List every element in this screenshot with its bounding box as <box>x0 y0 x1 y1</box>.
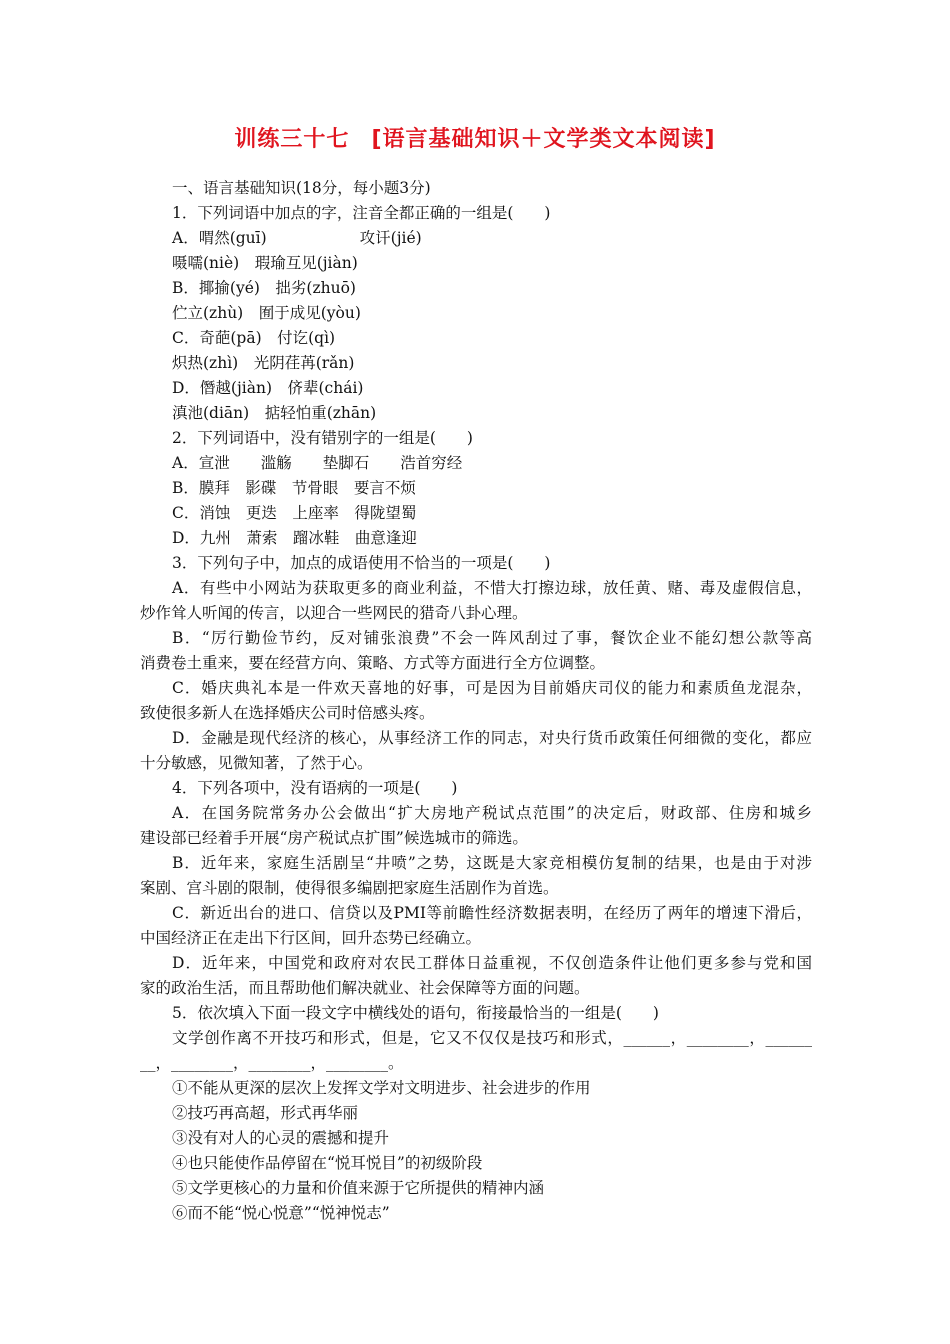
text-line: 案剧、宫斗剧的限制，使得很多编剧把家庭生活剧作为首选。 <box>140 879 559 897</box>
text-line: A．宣泄 滥觞 垫脚石 浩首穷经 <box>172 454 463 472</box>
text-line: 致使很多新人在选择婚庆公司时倍感头疼。 <box>140 704 435 722</box>
text-line: 5．依次填入下面一段文字中横线处的语句，衔接最恰当的一组是( ) <box>172 1004 659 1022</box>
text-line: 家的政治生活，而且帮助他们解决就业、社会保障等方面的问题。 <box>140 979 590 997</box>
text-line: 炽热(zhì) 光阴荏苒(rǎn) <box>172 354 355 372</box>
text-line: 滇池(diān) 掂轻怕重(zhān) <box>172 404 377 422</box>
text-line: C．新近出台的进口、信贷以及PMI等前瞻性经济数据表明，在经历了两年的增速下滑后， <box>172 904 812 922</box>
text-line: 嗫嚅(niè) 瑕瑜互见(jiàn) <box>172 254 358 272</box>
text-line: 4．下列各项中，没有语病的一项是( ) <box>172 779 458 797</box>
text-line: A．有些中小网站为获取更多的商业利益，不惜大打擦边球，放任黄、赌、毒及虚假信息， <box>172 579 812 597</box>
text-line: 十分敏感，见微知著，了然于心。 <box>140 754 373 772</box>
text-line: ⑥而不能“悦心悦意”“悦神悦志” <box>172 1204 390 1222</box>
text-line: ②技巧再高超，形式再华丽 <box>172 1104 359 1122</box>
text-line: C．奇葩(pā) 付讫(qì) <box>172 329 336 347</box>
title-sub: [语言基础知识＋文学类文本阅读] <box>371 127 716 152</box>
text-line: 中国经济正在走出下行区间，回升态势已经确立。 <box>140 929 482 947</box>
text-line: 1．下列词语中加点的字，注音全都正确的一组是( ) <box>172 204 551 222</box>
text-line: __，________，________，________。 <box>140 1054 404 1072</box>
text-line: B．“厉行勤俭节约，反对铺张浪费”不会一阵风刮过了事，餐饮企业不能幻想公款等高 <box>172 629 812 647</box>
title-main: 训练三十七 <box>234 127 350 152</box>
text-line: 建设部已经着手开展“房产税试点扩围”候选城市的筛选。 <box>140 829 528 847</box>
text-line: ③没有对人的心灵的震撼和提升 <box>172 1129 390 1147</box>
text-line: 文学创作离不开技巧和形式，但是，它又不仅仅是技巧和形式，______，________，______ <box>172 1029 812 1047</box>
text-line: ⑤文学更核心的力量和价值来源于它所提供的精神内涵 <box>172 1179 545 1197</box>
text-line: B．揶揄(yé) 拙劣(zhuō) <box>172 279 356 297</box>
text-line: C．消蚀 更迭 上座率 得陇望蜀 <box>172 504 417 522</box>
text-line: 2．下列词语中，没有错别字的一组是( ) <box>172 429 473 447</box>
text-line: A．喟然(guī) 攻讦(jié) <box>172 229 422 247</box>
text-line: D．金融是现代经济的核心，从事经济工作的同志，对央行货币政策任何细微的变化，都应 <box>172 729 812 747</box>
text-line: D．九州 萧索 蹓冰鞋 曲意逢迎 <box>172 529 417 547</box>
document-body <box>140 176 812 1226</box>
text-line: B．膜拜 影碟 节骨眼 要言不烦 <box>172 479 416 497</box>
text-line: A．在国务院常务办公会做出“扩大房地产税试点范围”的决定后，财政部、住房和城乡 <box>172 804 812 822</box>
text-line: 消费卷土重来，要在经营方向、策略、方式等方面进行全方位调整。 <box>140 654 606 672</box>
text-line: 伫立(zhù) 囿于成见(yòu) <box>172 304 361 322</box>
text-line: B．近年来，家庭生活剧呈“井喷”之势，这既是大家竞相模仿复制的结果，也是由于对涉 <box>172 854 812 872</box>
page-title <box>0 122 950 153</box>
text-line: D．僭越(jiàn) 侪辈(chái) <box>172 379 364 397</box>
text-line: D．近年来，中国党和政府对农民工群体日益重视，不仅创造条件让他们更多参与党和国 <box>172 954 812 972</box>
text-line: 一、语言基础知识(18分，每小题3分) <box>172 179 431 197</box>
text-line: 3．下列句子中，加点的成语使用不恰当的一项是( ) <box>172 554 551 572</box>
text-line: 炒作耸人听闻的传言，以迎合一些网民的猎奇八卦心理。 <box>140 604 528 622</box>
text-line: C．婚庆典礼本是一件欢天喜地的好事，可是因为目前婚庆司仪的能力和素质鱼龙混杂， <box>172 679 812 697</box>
text-line: ④也只能使作品停留在“悦耳悦目”的初级阶段 <box>172 1154 483 1172</box>
text-line: ①不能从更深的层次上发挥文学对文明进步、社会进步的作用 <box>172 1079 591 1097</box>
